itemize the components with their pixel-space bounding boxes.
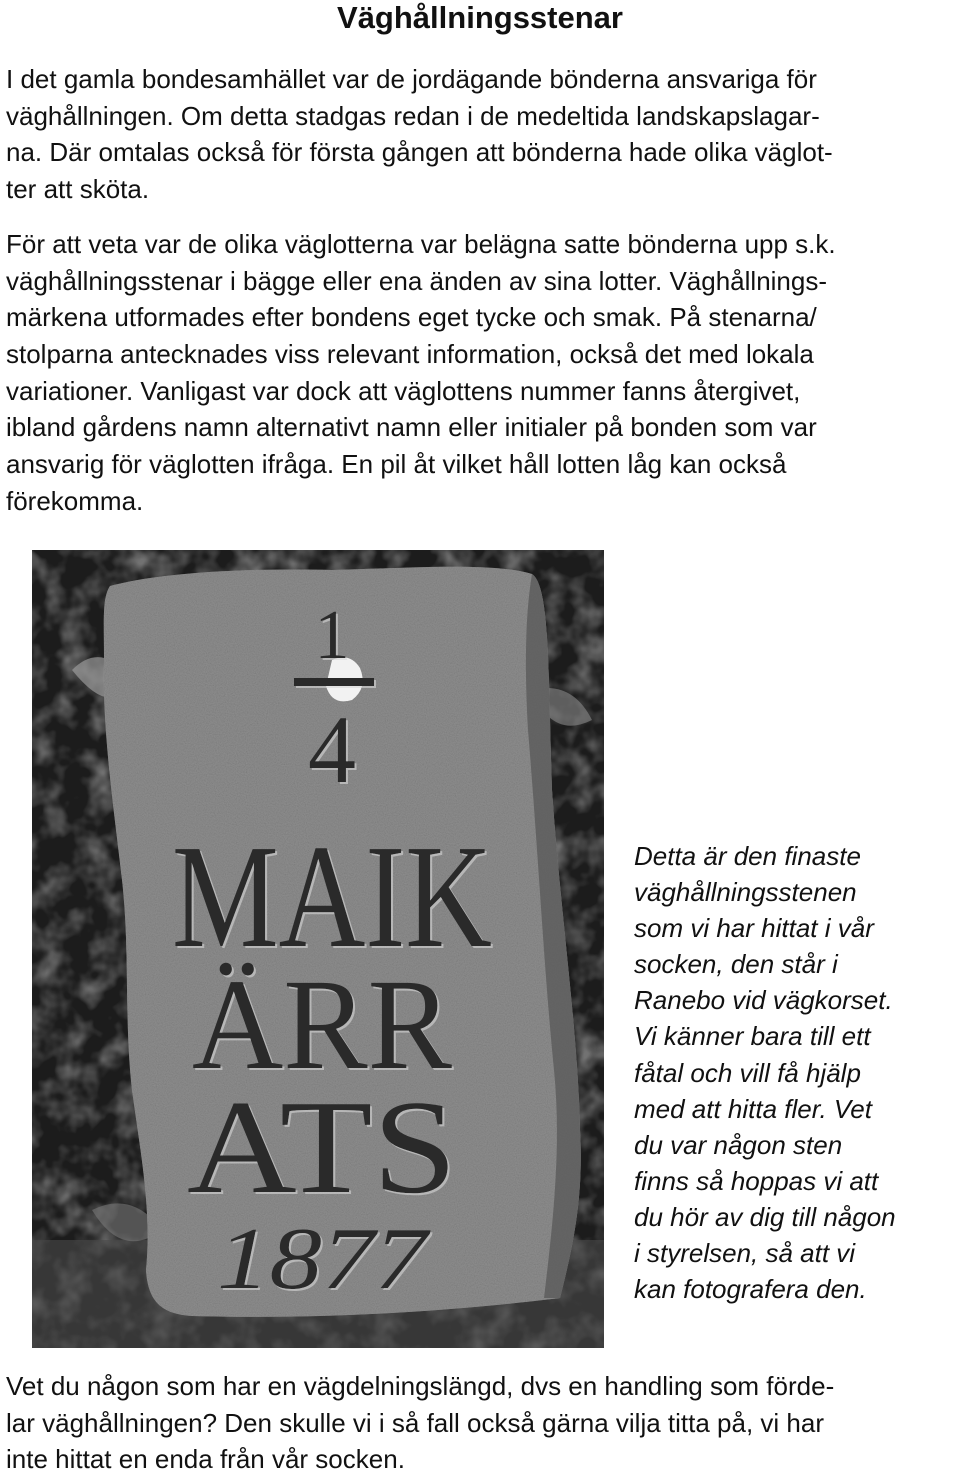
- body-line: variationer. Vanligast var dock att väglottens nummer fanns återgivet,: [6, 375, 801, 406]
- intro-line: I det gamla bondesamhället var de jordägande bönderna ansvariga för: [6, 64, 817, 94]
- caption-line: väghållningsstenen: [634, 877, 857, 908]
- caption-line: socken, den står i: [634, 949, 838, 980]
- fraction-bar: [294, 678, 374, 686]
- caption-line: du hör av dig till någon: [634, 1201, 896, 1232]
- intro-paragraph: [6, 61, 956, 208]
- stone-year: 1877: [217, 1211, 432, 1308]
- body-line: ibland gårdens namn alternativt namn eller initialer på bonden som var: [6, 412, 817, 443]
- body-line: märkena utformades efter bondens eget tycke och smak. På stenarna/: [6, 302, 817, 333]
- caption-line: Detta är den finaste: [634, 841, 861, 871]
- intro-line: väghållningen. Om detta stadgas redan i de medeltida landskapslagar-: [6, 100, 820, 131]
- caption-line: i styrelsen, så att vi: [634, 1238, 856, 1269]
- body-line: förekomma.: [6, 485, 144, 516]
- caption-line: Ranebo vid vägkorset.: [634, 985, 893, 1016]
- caption-line: du var någon sten: [634, 1129, 843, 1160]
- page-title: Väghållningsstenar: [337, 0, 623, 35]
- caption-line: fåtal och vill få hjälp: [634, 1057, 861, 1088]
- caption-line: med att hitta fler. Vet: [634, 1093, 872, 1124]
- intro-line: na. Där omtalas också för första gången att bönderna hade olika väglot-: [6, 137, 833, 168]
- body-line: väghållningsstenar i bägge eller ena änden av sina lotter. Väghållnings-: [6, 265, 828, 296]
- body-line: stolparna antecknades viss relevant information, också det med lokala: [6, 339, 814, 370]
- intro-line: ter att sköta.: [6, 174, 150, 205]
- caption-line: kan fotografera den.: [634, 1274, 867, 1305]
- stone-photo: [32, 550, 604, 1348]
- stone-name-line3: ATS: [187, 1073, 457, 1221]
- stone-number-top: 1: [314, 597, 350, 674]
- stone-number-bottom: 4: [308, 696, 356, 803]
- closing-line: Vet du någon som har en vägdelningslängd, dvs en handling som förde-: [6, 1371, 835, 1401]
- stone-photo-image: [32, 550, 604, 1348]
- body-line: ansvarig för väglotten ifråga. En pil åt vilket håll lotten låg kan också: [6, 449, 787, 480]
- stone-name-line2: ÄRR: [192, 953, 453, 1097]
- closing-line: inte hittat en enda från vår socken.: [6, 1444, 405, 1475]
- closing-paragraph: [6, 1368, 956, 1478]
- closing-line: lar väghållningen? Den skulle vi i så fall också gärna vilja titta på, vi har: [6, 1407, 824, 1438]
- stone-name-line1: MAIK: [172, 815, 492, 979]
- caption-line: Vi känner bara till ett: [634, 1021, 871, 1052]
- caption-line: som vi har hittat i vår: [634, 913, 874, 944]
- body-line: För att veta var de olika väglotterna var belägna satte bönderna upp s.k.: [6, 229, 836, 259]
- photo-caption: [634, 838, 954, 1307]
- body-paragraph: [6, 226, 956, 520]
- caption-line: finns så hoppas vi att: [634, 1165, 879, 1196]
